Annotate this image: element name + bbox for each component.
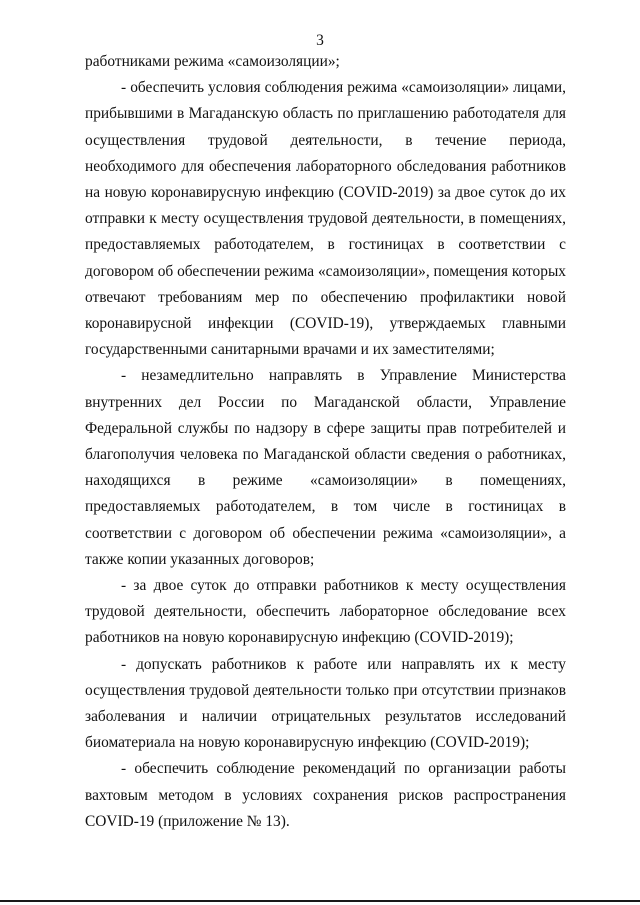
paragraph-laboratory-testing: - за двое суток до отправки работников к месту осуществления трудовой деятельности, обеспечить лабораторное обследование всех работников на новую коронавирусную инфекцию (COVID-2019); [85, 577, 566, 647]
page-bottom-divider [0, 900, 640, 902]
paragraph-self-isolation-conditions: - обеспечить условия соблюдения режима «самоизоляции» лицами, прибывшими в Магаданскую область по приглашению работодателя для осуществления трудовой деятельности, в течение периода, необходимого для обеспечения лабораторного обследования работников на новую коронавирусную инфекцию (COVID-2019) за двое суток до их отправки к месту осуществления трудовой деятельности, в помещениях, предоставляемых работодателем, в гостиницах в соответствии с договором об обеспечении режима «самоизоляции», помещения которых отвечают требованиям мер по обеспечению профилактики новой коронавирусной инфекции (COVID-19), утверждаемых главными государственными санитарными врачами и их заместителями; [85, 79, 566, 359]
paragraph-notify-authorities: - незамедлительно направлять в Управление Министерства внутренних дел России по Магаданской области, Управление Федеральной службы по надзору в сфере защиты прав потребителей и благополучия человека по Магаданской области сведения о работниках, находящихся в режиме «самоизоляции» в помещениях, предоставляемых работодателем, в том числе в гостиницах в соответствии с договором об обеспечении режима «самоизоляции», а также копии указанных договоров; [85, 367, 566, 568]
paragraph-continuation: работниками режима «самоизоляции»; [85, 53, 340, 70]
page-number: 3 [316, 32, 324, 49]
document-body [85, 49, 566, 835]
paragraph-shift-work-recommendations: - обеспечить соблюдение рекомендаций по организации работы вахтовым методом в условиях сохранения рисков распространения COVID-19 (приложение № 13). [85, 760, 566, 830]
paragraph-work-admission: - допускать работников к работе или направлять их к месту осуществления трудовой деятельности только при отсутствии признаков заболевания и наличии отрицательных результатов исследований биоматериала на новую коронавирусную инфекцию (COVID-2019); [85, 655, 566, 752]
